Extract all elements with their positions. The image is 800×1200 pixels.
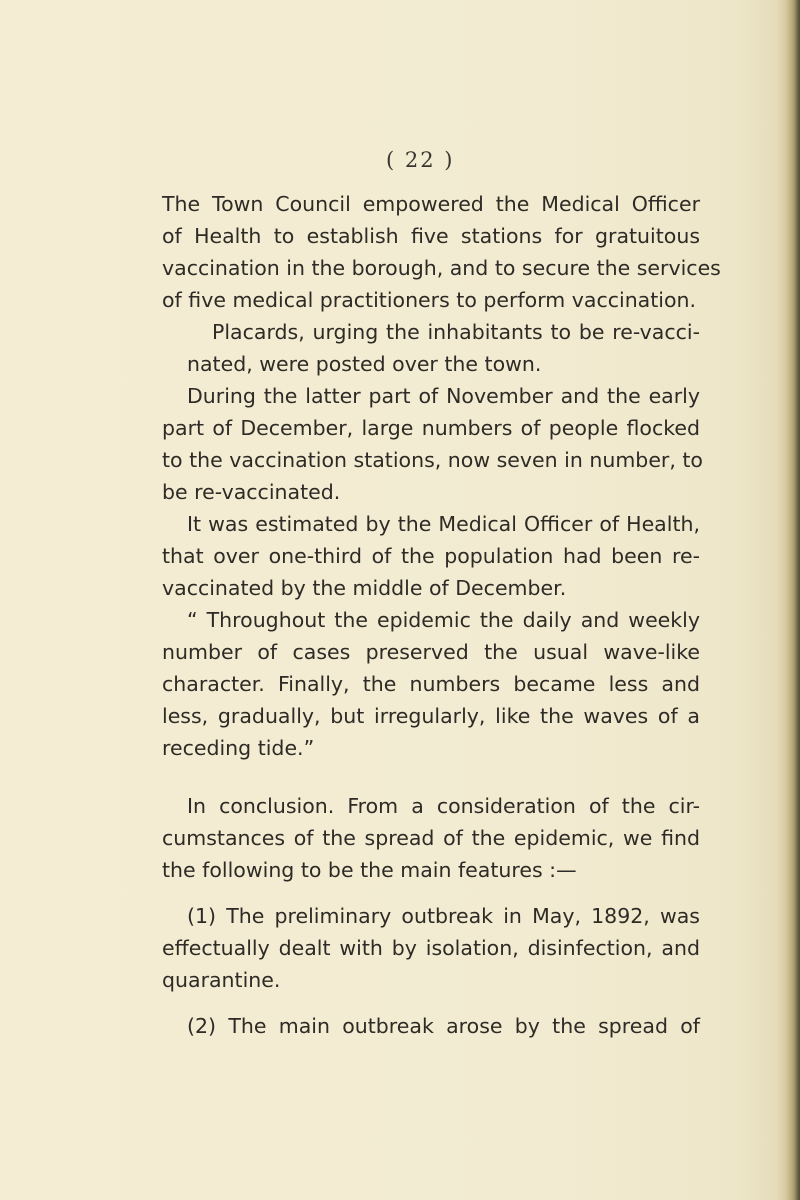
- text-line: It was estimated by the Medical Officer of Health,: [187, 512, 700, 536]
- text-line: In conclusion. From a consideration of the cir-: [187, 794, 700, 818]
- body-text: [162, 188, 721, 1042]
- text-line: The Town Council empowered the Medical Officer: [162, 192, 700, 216]
- text-line: less, gradually, but irregularly, like the waves of a: [162, 704, 700, 728]
- page-number: ( 22 ): [386, 148, 455, 172]
- text-line: Placards, urging the inhabitants to be re-vacci-: [212, 320, 700, 344]
- text-line: (2) The main outbreak arose by the spread of: [187, 1014, 700, 1038]
- paragraph-november: [162, 380, 703, 508]
- text-line: quarantine.: [162, 968, 281, 992]
- text-line: number of cases preserved the usual wave-like: [162, 640, 700, 664]
- text-line: that over one-third of the population had been re-: [162, 544, 700, 568]
- text-line: vaccinated by the middle of December.: [162, 576, 567, 600]
- paragraph-feature-1: [162, 900, 700, 996]
- text-line: part of December, large numbers of people flocked: [162, 416, 700, 440]
- text-line: of Health to establish five stations for gratuitous: [162, 224, 700, 248]
- text-line: to the vaccination stations, now seven in number, to: [162, 448, 703, 472]
- paragraph-estimate: [162, 508, 700, 604]
- paragraph-town-council: [162, 188, 721, 316]
- paragraph-conclusion: [162, 790, 700, 886]
- text-line: cumstances of the spread of the epidemic, we find: [162, 826, 700, 850]
- page-edge-shadow: [786, 0, 800, 1200]
- text-line: character. Finally, the numbers became less and: [162, 672, 700, 696]
- text-line: “ Throughout the epidemic the daily and weekly: [187, 608, 700, 632]
- paragraph-placards: [162, 316, 700, 380]
- text-line: During the latter part of November and the early: [187, 384, 700, 408]
- text-line: vaccination in the borough, and to secure the services: [162, 256, 721, 280]
- text-line: the following to be the main features :—: [162, 858, 577, 882]
- paragraph-quotation: [162, 604, 700, 764]
- text-line: of five medical practitioners to perform vaccination.: [162, 288, 697, 312]
- text-line: nated, were posted over the town.: [187, 352, 542, 376]
- text-line: receding tide.”: [162, 736, 315, 760]
- paragraph-feature-2: [162, 1010, 700, 1042]
- text-line: effectually dealt with by isolation, disinfection, and: [162, 936, 700, 960]
- text-line: (1) The preliminary outbreak in May, 1892, was: [187, 904, 700, 928]
- text-line: be re-vaccinated.: [162, 480, 341, 504]
